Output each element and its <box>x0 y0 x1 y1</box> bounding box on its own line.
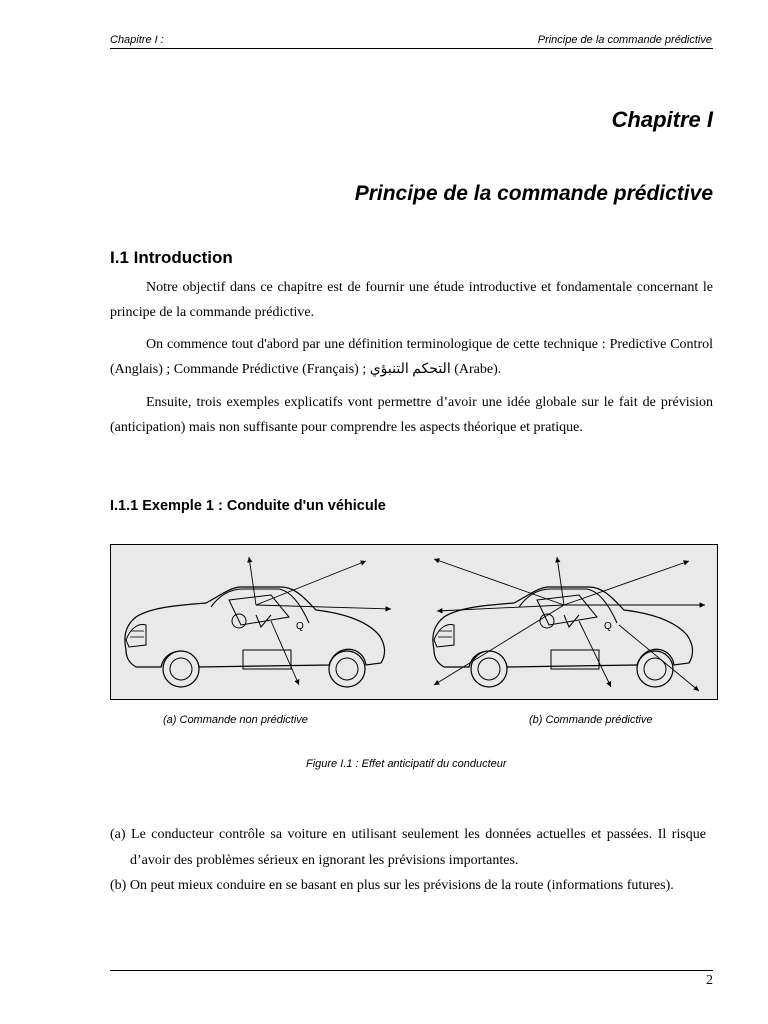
list-item-a <box>110 822 706 873</box>
paragraph-3 <box>110 390 713 440</box>
figure-subcaption-a: (a) Commande non prédictive <box>163 714 308 726</box>
subsection-heading: I.1.1 Exemple 1 : Conduite d'un véhicule <box>110 498 386 514</box>
chapter-label: Chapitre I <box>611 107 713 132</box>
section-heading: I.1 Introduction <box>110 248 233 267</box>
footer-rule <box>110 970 713 971</box>
header-rule <box>110 48 713 49</box>
running-header-right: Principe de la commande prédictive <box>537 34 712 46</box>
paragraph-2-text: On commence tout d'abord par une définition terminologique de cette technique : Predictive Control (Anglais) ; Commande Prédictive (Français) ; التحكم التنبؤي (Arabe). <box>110 337 713 377</box>
car-a <box>125 557 391 687</box>
list-item-b-text: On peut mieux conduire en se basant en plus sur les prévisions de la route (informations futures). <box>129 878 674 893</box>
car-b <box>433 557 705 691</box>
paragraph-2 <box>110 332 713 382</box>
running-header-left: Chapitre I : <box>110 34 164 46</box>
figure-caption: Figure I.1 : Effet anticipatif du conducteur <box>306 758 507 770</box>
paragraph-1-text: Notre objectif dans ce chapitre est de fournir une étude introductive et fondamentale concernant le principe de la commande prédictive. <box>110 280 713 320</box>
list-item-a-text: Le conducteur contrôle sa voiture en utilisant seulement les données actuelles et passées. Il risque d’avoir des problèmes sérieux en ignorant les prévisions importantes. <box>130 827 707 868</box>
paragraph-3-text: Ensuite, trois exemples explicatifs vont permettre d’avoir une idée globale sur le fait de prévision (anticipation) mais non suffisante pour comprendre les aspects théorique et pratique. <box>110 395 713 435</box>
list-item-b <box>110 873 706 899</box>
figure-car-illustration <box>110 544 718 700</box>
figure-subcaption-b: (b) Commande prédictive <box>529 714 653 726</box>
paragraph-1 <box>110 275 713 325</box>
list-item-a-label: (a) <box>110 827 126 842</box>
list-item-b-label: (b) <box>110 878 127 893</box>
page-number: 2 <box>706 973 713 988</box>
chapter-title: Principe de la commande prédictive <box>354 182 713 205</box>
